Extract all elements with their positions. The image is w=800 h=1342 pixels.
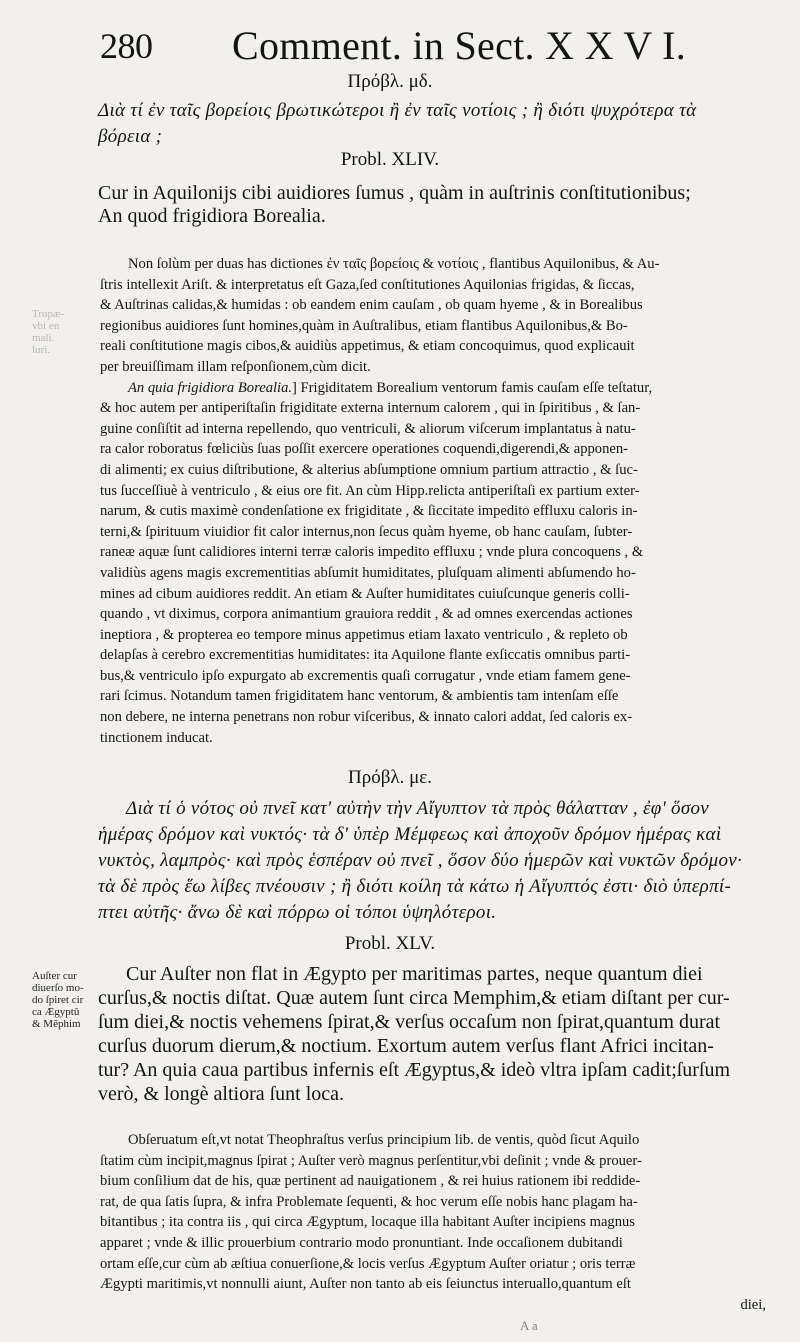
latin-question-line: curſus duorum dierum,& noctium. Exortum autem verſus flant Africi incitan- bbox=[98, 1035, 714, 1057]
commentary-line: di alimenti; ex cuius diſtributione, & alterius abſumptione omnium partium attractio , & ſuc- bbox=[100, 461, 638, 478]
greek-line: νυκτὸς, λαμπρὸς· καὶ πρὸς ἑσπέραν οὐ πνεῖ , ὅσον δύο ἡμερῶν καὶ νυκτῶν δρόμον· bbox=[98, 850, 743, 871]
commentary-line: Non ſolùm per duas has dictiones ἐν ταῖς βορείοις & νοτίοις , flantibus Aquilonibus, & Au- bbox=[128, 256, 660, 272]
greek-line: βόρεια ; bbox=[98, 126, 163, 147]
commentary-line: ſtris intellexit Ariſt. & interpretatus eſt Gaza,ſed conſtitutiones Aquilonias frigidas, & ſiccas, bbox=[100, 276, 635, 293]
margin-note-line: & Mẽphim bbox=[32, 1018, 81, 1030]
commentary-line: terni,& ſpirituum viuidior fit calor internus,non ſecus quàm hyeme, ob hanc cauſam, ſubter- bbox=[100, 523, 633, 540]
commentary-line: Obſeruatum eſt,vt notat Theophraſtus verſus principium lib. de ventis, quòd ſicut Aquilo bbox=[128, 1132, 640, 1148]
commentary-line: guine conſiſtit ad interna repellendo, quo ventriculi, & aliorum viſcerum implantatus à natu- bbox=[100, 420, 636, 437]
latin-question-line: Cur Auſter non flat in Ægypto per maritimas partes, neque quantum diei bbox=[126, 963, 703, 985]
margin-note-line: vbi en bbox=[32, 320, 60, 332]
commentary-line: ra calor roboratus fœliciùs ſuas poſſit exercere operationes coquendi,digerendi,& apponen- bbox=[100, 441, 629, 458]
signature-mark: A a bbox=[520, 1318, 538, 1333]
commentary-line: non debere, ne interna penetrans non robur viſceribus, & innato calori addat, ſed caloris ex- bbox=[100, 709, 633, 726]
commentary-line: validiùs agens magis excrementitias abſumit humiditates, pluſquam alimenti abſumendo ho- bbox=[100, 564, 636, 581]
greek-problem-45-heading: Πρόβλ. με. bbox=[348, 767, 432, 788]
greek-line: Διὰ τί ἐν ταῖς βορείοις βρωτικώτεροι ἢ ἐν ταῖς νοτίοις ; ἢ διότι ψυχρότερα τὰ bbox=[98, 100, 697, 121]
latin-problem-45-heading: Probl. XLV. bbox=[344, 933, 436, 954]
commentary-line: per breuiſſimam illam reſponſionem,cùm dicit. bbox=[100, 358, 371, 375]
latin-question-line: tur? An quia caua partibus infernis eſt Ægyptus,& ideò vltra ipſam cadit;ſurſum bbox=[98, 1059, 731, 1081]
running-header bbox=[100, 23, 687, 70]
commentary-line: ineptiora , & propterea eo tempore minus appetimus etiam laxato ventriculo , & repleto ob bbox=[100, 626, 628, 643]
commentary-line: bium conſilium dat de his, quæ pertinent ad nauigationem , & rei huius rationem ibi reddide- bbox=[100, 1173, 641, 1190]
commentary-line: mines ad cibum auidiores reddit. An etiam & Auſter humiditates cuiuſcunque generis colli- bbox=[100, 585, 630, 602]
latin-problem-45-question bbox=[98, 962, 774, 1106]
commentary-line: regionibus auidiores ſunt homines,quàm in Auſtralibus, etiam flantibus Aquilonibus,& Bo- bbox=[100, 317, 628, 334]
margin-note-line: ca Ægyptū bbox=[32, 1006, 80, 1018]
lemma-label: An quia frigidiora Borealia. bbox=[128, 379, 293, 396]
commentary-44 bbox=[100, 254, 786, 748]
commentary-line: bus,& ventriculo ipſo expurgato ab excrementis quaſi corrugatur , vnde etiam famem gene- bbox=[100, 667, 631, 684]
commentary-line: ortam eſſe,cur cùm ab æſtiua conuerſione,& locis verſus Ægyptum Auſter oriatur ; oris terræ bbox=[100, 1255, 636, 1272]
commentary-line: narum, & cutis maximè condenſatione ex frigiditate , & ſiccitate impedito effluxu caloris in- bbox=[100, 503, 638, 520]
greek-problem-44-heading: Πρόβλ. μδ. bbox=[347, 71, 433, 92]
commentary-line: & Auſtrinas calidas,& humidas : ob eandem enim cauſam , ob quam hyeme , & in Borealibus bbox=[100, 297, 643, 314]
commentary-text: ] Frigiditatem Borealium ventorum famis cauſam eſſe teſtatur, bbox=[292, 379, 653, 396]
margin-note-line: luri. bbox=[32, 344, 51, 356]
margin-note-line: Tropæ- bbox=[32, 308, 64, 320]
commentary-line: quando , vt diximus, corpora animantium grauiora reddit , & ad omnes exercendas actiones bbox=[100, 606, 633, 623]
margin-note-line: diuerſo mo- bbox=[32, 982, 84, 994]
commentary-line: apparet ; vnde & illic prouerbium contrario modo pronuntiant. Inde occaſionem dubitandi bbox=[100, 1234, 623, 1251]
latin-question-line: verò, & longè altiora ſunt loca. bbox=[98, 1083, 345, 1105]
commentary-line: & hoc autem per antiperiſtaſin frigiditate externa internum calorem , qui in ſpiritibus , & ſan- bbox=[100, 400, 641, 417]
commentary-line: rat, de qua ſatis ſupra, & infra Problemate ſequenti, & hoc verum eſſe nobis hanc plagam ha- bbox=[100, 1193, 638, 1210]
commentary-line: raneæ aquæ ſunt calidiores interni terræ caloris impedito effluxu ; vnde plura concoquens , & bbox=[100, 544, 644, 561]
greek-line: Διὰ τί ὁ νότος οὐ πνεῖ κατ' αὐτὴν τὴν Αἴγυπτον τὰ πρὸς θάλατταν , ἐφ' ὅσον bbox=[126, 798, 710, 819]
commentary-line: ſtatim cùm incipit,magnus ſpirat ; Auſter verò magnus perſentitur,vbi deſinit ; vnde & prouer- bbox=[100, 1152, 642, 1169]
latin-question-line: ſum diei,& noctis vehemens ſpirat,& verſus occaſum non ſpirat,quantum durat bbox=[98, 1011, 721, 1033]
commentary-line: Ægypti maritimis,vt nonnulli aiunt, Auſter non tanto ab eis ſeiunctus interuallo,quantum eſt bbox=[100, 1276, 631, 1293]
latin-question-line: Cur in Aquilonijs cibi auidiores ſumus , quàm in auſtrinis conſtitutionibus; bbox=[98, 182, 691, 204]
latin-question-line: curſus,& noctis diſtat. Quæ autem ſunt circa Memphim,& etiam diſtant per cur- bbox=[98, 987, 730, 1009]
greek-line: τὰ δὲ πρὸς ἕω λίβες πνέουσιν ; ἢ διότι κοίλη τὰ κάτω ἡ Αἴγυπτός ἐστι· διὸ ὑπερπί- bbox=[98, 876, 732, 897]
greek-problem-45-question bbox=[98, 796, 770, 926]
commentary-line: tus ſucceſſiuè à ventriculo , & eius ore fit. An cùm Hipp.relicta antiperiſtaſi ex partium exter- bbox=[100, 482, 640, 499]
greek-problem-44-question bbox=[98, 98, 770, 150]
latin-problem-44-question bbox=[98, 182, 774, 228]
commentary-line: reali conſtitutione magis cibos,& auidiùs appetimus, & etiam concoquimus, quod explicauit bbox=[100, 338, 635, 355]
running-title: Comment. in Sect. X X V I. bbox=[232, 23, 687, 68]
commentary-line: tinctionem inducat. bbox=[100, 729, 213, 746]
commentary-line: bitantibus ; ita contra iis , qui circa Ægyptum, locaque illa habitant Auſter incipiens magnus bbox=[100, 1214, 635, 1231]
greek-line: πτει αὐτῆς· ἄνω δὲ καὶ πόρρω οἱ τόποι ὑψηλότεροι. bbox=[98, 902, 497, 923]
faint-margin-note bbox=[32, 308, 98, 356]
margin-note-line: do ſpiret cir bbox=[32, 994, 84, 1006]
catchword: diei, bbox=[740, 1296, 766, 1313]
latin-question-line: An quod frigidiora Borealia. bbox=[98, 205, 326, 227]
greek-line: ἡμέρας δρόμον καὶ νυκτός· τὰ δ' ὑπὲρ Μέμφεως καὶ ἀποχοῦν δρόμον ἡμέρας καὶ bbox=[98, 824, 722, 845]
latin-problem-44-heading: Probl. XLIV. bbox=[340, 149, 440, 170]
margin-note-line: mali. bbox=[32, 332, 55, 344]
page-number: 280 bbox=[100, 26, 153, 66]
margin-note-line: Auſter cur bbox=[32, 970, 77, 982]
commentary-45 bbox=[100, 1130, 786, 1315]
commentary-line: delapſas à cerebro excrementitias humiditates: ita Aquilone flante exſiccatis omnibus parti- bbox=[100, 647, 631, 664]
margin-note-45 bbox=[32, 970, 98, 1030]
commentary-lemma-line bbox=[100, 378, 786, 399]
commentary-line: rari ſcimus. Notandum tamen frigiditatem hanc ventorum, & ambientis tam intenſam eſſe bbox=[100, 688, 619, 705]
